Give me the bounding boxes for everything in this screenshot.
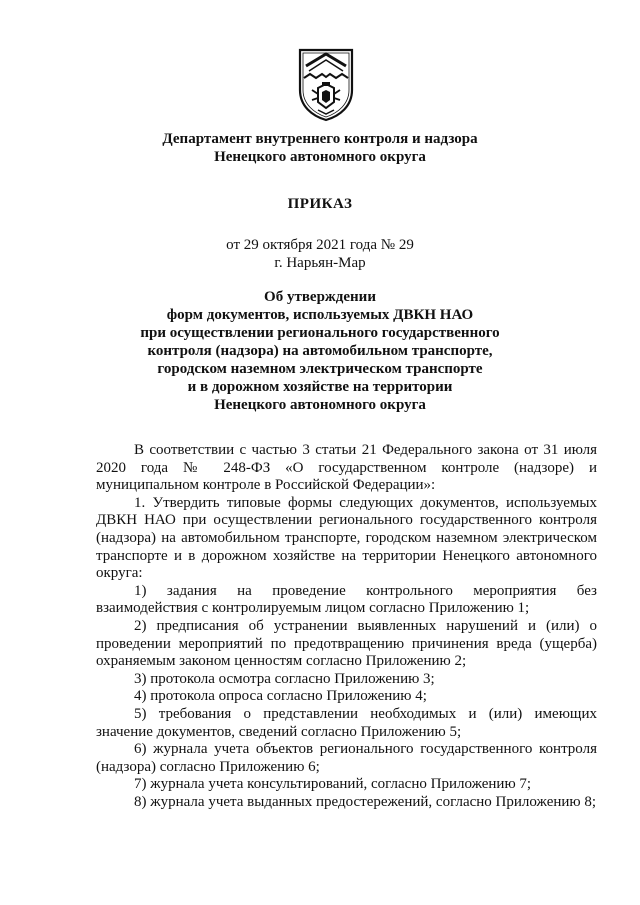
department-line-2: Ненецкого автономного округа <box>214 149 426 165</box>
subject-line: при осуществлении регионального государственного <box>140 325 500 341</box>
department-heading <box>0 130 640 166</box>
subject-line: контроля (надзора) на автомобильном транспорте, <box>147 343 493 359</box>
intro-paragraph: В соответствии с частью 3 статьи 21 Федерального закона от 31 июля 2020 года № 248-ФЗ «О государственном контроле (надзоре) и муниципальном контроле в Российской Федерации»: <box>96 442 597 494</box>
order-body <box>96 442 597 811</box>
date-block <box>0 236 640 272</box>
subject-line: и в дорожном хозяйстве на территории <box>187 379 453 395</box>
nao-coat-of-arms-icon <box>296 44 356 122</box>
sub-item-3: 3) протокола осмотра согласно Приложению 3; <box>134 670 435 687</box>
subject-line: Ненецкого автономного округа <box>214 397 426 413</box>
sub-item-6: 6) журнала учета объектов регионального государственного контроля (надзора) согласно Приложению 6; <box>96 741 597 775</box>
sub-item-4: 4) протокола опроса согласно Приложению 4; <box>134 688 427 705</box>
date-line: от 29 октября 2021 года № 29 <box>226 237 414 253</box>
subject-line: городском наземном электрическом транспорте <box>157 361 483 377</box>
subject-line: Об утверждении <box>264 289 376 305</box>
subject-title <box>0 288 640 414</box>
sub-item-8: 8) журнала учета выданных предостережений, согласно Приложению 8; <box>134 793 597 810</box>
subject-line: форм документов, используемых ДВКН НАО <box>166 307 474 323</box>
sub-item-2: 2) предписания об устранении выявленных нарушений и (или) о проведении мероприятий по предотвращению причинения вреда (ущерба) охраняемым законом ценностям согласно Приложению 2; <box>96 617 597 670</box>
document-type: ПРИКАЗ <box>287 196 353 212</box>
city-line: г. Нарьян-Мар <box>274 255 366 271</box>
department-line-1: Департамент внутреннего контроля и надзора <box>162 131 478 147</box>
item-1-paragraph: 1. Утвердить типовые формы следующих документов, используемых ДВКН НАО при осуществлении регионального государственного контроля (надзора) на автомобильном транспорте, городском наземном электрическом транспорте и в дорожном хозяйстве на территории Ненецкого автономного округа: <box>96 494 597 582</box>
sub-item-1: 1) задания на проведение контрольного мероприятия без взаимодействия с контролируемым лицом согласно Приложению 1; <box>96 582 597 617</box>
sub-item-5: 5) требования о представлении необходимых и (или) имеющих значение документов, сведений согласно Приложению 5; <box>96 705 597 740</box>
sub-item-7: 7) журнала учета консультирований, согласно Приложению 7; <box>134 776 532 793</box>
